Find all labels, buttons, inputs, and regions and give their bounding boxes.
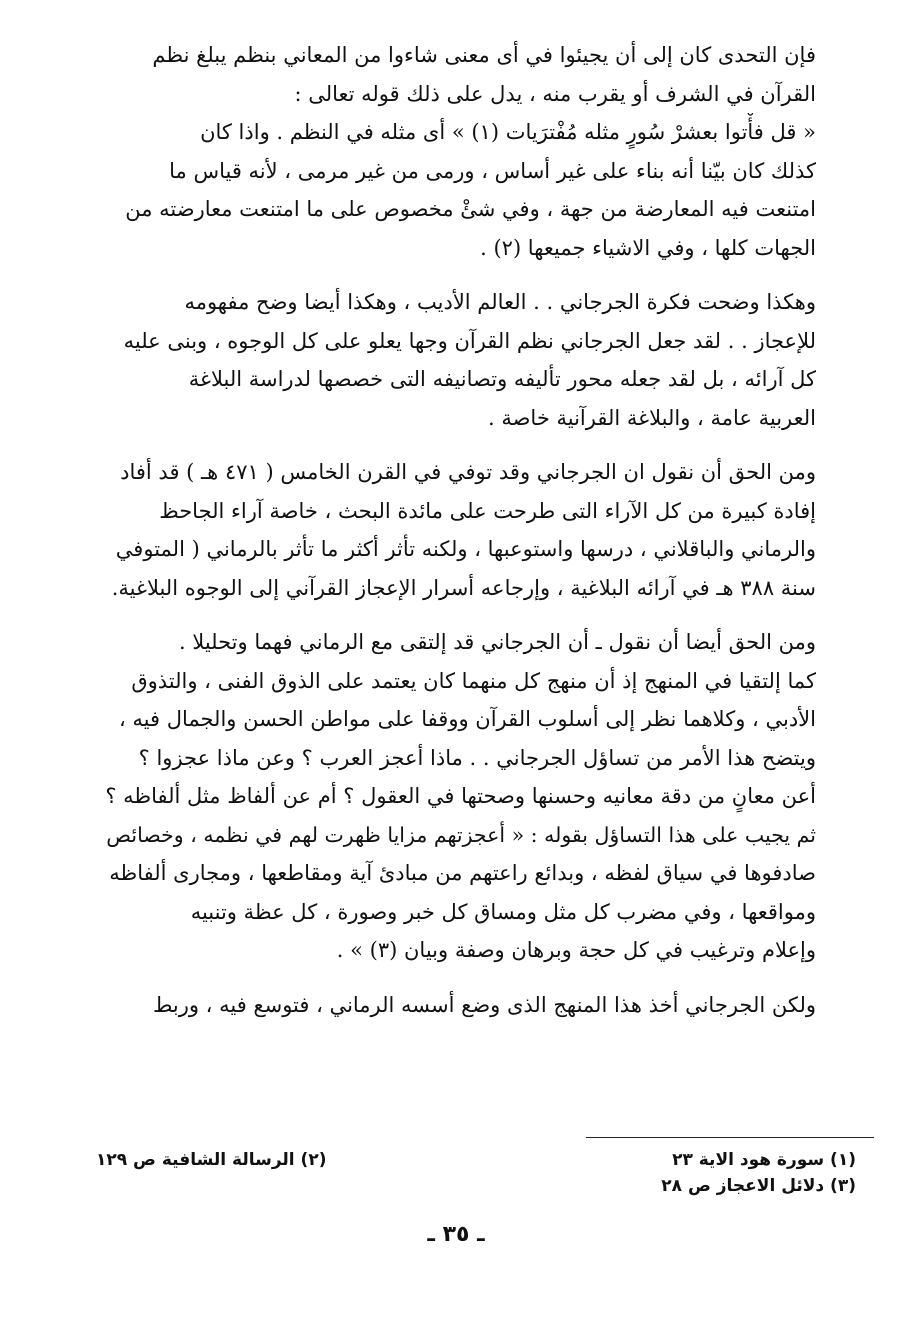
text-line: ومن الحق أن نقول ان الجرجاني وقد توفي في القرن الخامس ( ٤٧١ هـ ) قد أفاد: [120, 460, 816, 484]
text-line: سنة ٣٨٨ هـ في آرائه البلاغية ، وإرجاعه أسرار الإعجاز القرآني إلى الوجوه البلاغية.: [111, 575, 816, 600]
footnote-row: [96, 1150, 856, 1176]
page-number: ـ ٣٥ ـ: [427, 1222, 485, 1247]
text-line: وهكذا وضحت فكرة الجرجاني . . العالم الأديب ، وهكذا أيضا وضح مفهومه: [184, 290, 816, 314]
footnote-3: (٣) دلائل الاعجاز ص ٢٨: [661, 1176, 856, 1196]
footnote-row: [96, 1176, 856, 1202]
footnotes: [96, 1150, 856, 1202]
paragraph-2: [96, 283, 816, 437]
footnote-1: (١) سورة هود الاية ٢٣: [672, 1150, 856, 1170]
text-line: ويتضح هذا الأمر من تساؤل الجرجاني . . ماذا أعجز العرب ؟ وعن ماذا عجزوا ؟: [138, 745, 816, 770]
text-line: فإن التحدى كان إلى أن يجيئوا في أى معنى شاءوا من المعاني بنظم يبلغ نظم: [152, 43, 816, 67]
text-line: ثم يجيب على هذا التساؤل بقوله : « أعجزتهم مزايا ظهرت لهم في نظمه ، وخصائص: [106, 822, 816, 847]
text-line: أعن معانٍ من دقة معانيه وحسنها وصحتها في العقول ؟ أم عن ألفاظ مثل ألفاظه ؟: [105, 784, 816, 808]
paragraph-1: [96, 36, 816, 267]
text-line: القرآن في الشرف أو يقرب منه ، يدل على ذلك قوله تعالى :: [294, 81, 816, 106]
text-line: كما إلتقيا في المنهج إذ أن منهج كل منهما كان يعتمد على الذوق الفنى ، والتذوق: [131, 668, 816, 693]
paragraph-5: [96, 986, 816, 1025]
text-line: الأدبي ، وكلاهما نظر إلى أسلوب القرآن ووقفا على مواطن الحسن والجمال فيه ،: [118, 707, 816, 731]
text-line: إفادة كبيرة من كل الآراء التى طرحت على مائدة البحث ، خاصة آراء الجاحظ: [159, 498, 816, 523]
text-line: ولكن الجرجاني أخذ هذا المنهج الذى وضع أسسه الرماني ، فتوسع فيه ، وربط: [152, 992, 816, 1017]
text-line: « قل فأْتوا بعشرْ سُورٍ مثله مُفْترَيات (١) » أى مثله في النظم . واذا كان: [200, 120, 816, 144]
text-line: ومواقعها ، وفي مضرب كل مثل ومساق كل خبر وصورة ، كل عظة وتنبيه: [190, 899, 816, 924]
text-line: الجهات كلها ، وفي الاشياء جميعها (٢) .: [480, 235, 816, 260]
text-line: للإعجاز . . لقد جعل الجرجاني نظم القرآن وجها يعلو على كل الوجوه ، وبنى عليه: [123, 328, 816, 353]
footnote-2: (٢) الرسالة الشافية ص ١٢٩: [96, 1150, 327, 1170]
paragraph-3: [96, 453, 816, 607]
text-line: امتنعت فيه المعارضة من جهة ، وفي شئْ مخصوص على ما امتنعت معارضته من: [125, 197, 816, 221]
text-line: كذلك كان بيّنا أنه بناء على غير أساس ، ورمى من غير مرمى ، لأنه قياس ما: [169, 158, 816, 183]
text-line: صادفوها في سياق لفظه ، وبدائع راعتهم من مبادئ آية ومقاطعها ، ومجارى ألفاظه: [109, 861, 816, 885]
text-line: كل آرائه ، بل لقد جعله محور تأليفه وتصانيفه التى خصصها لدراسة البلاغة: [188, 367, 816, 391]
footnote-divider: [586, 1137, 874, 1138]
text-line: العربية عامة ، والبلاغة القرآنية خاصة .: [487, 405, 816, 430]
text-line: والرماني والباقلاني ، درسها واستوعبها ، ولكنه تأثر أكثر ما تأثر بالرماني ( المتوفي: [115, 537, 816, 561]
paragraph-4: [96, 623, 816, 970]
body-text: [96, 36, 816, 1040]
text-line: وإعلام وترغيب في كل حجة وبرهان وصفة وبيان (٣) » .: [336, 938, 816, 962]
text-line: ومن الحق أيضا أن نقول ـ أن الجرجاني قد إلتقى مع الرماني فهما وتحليلا .: [178, 630, 816, 654]
